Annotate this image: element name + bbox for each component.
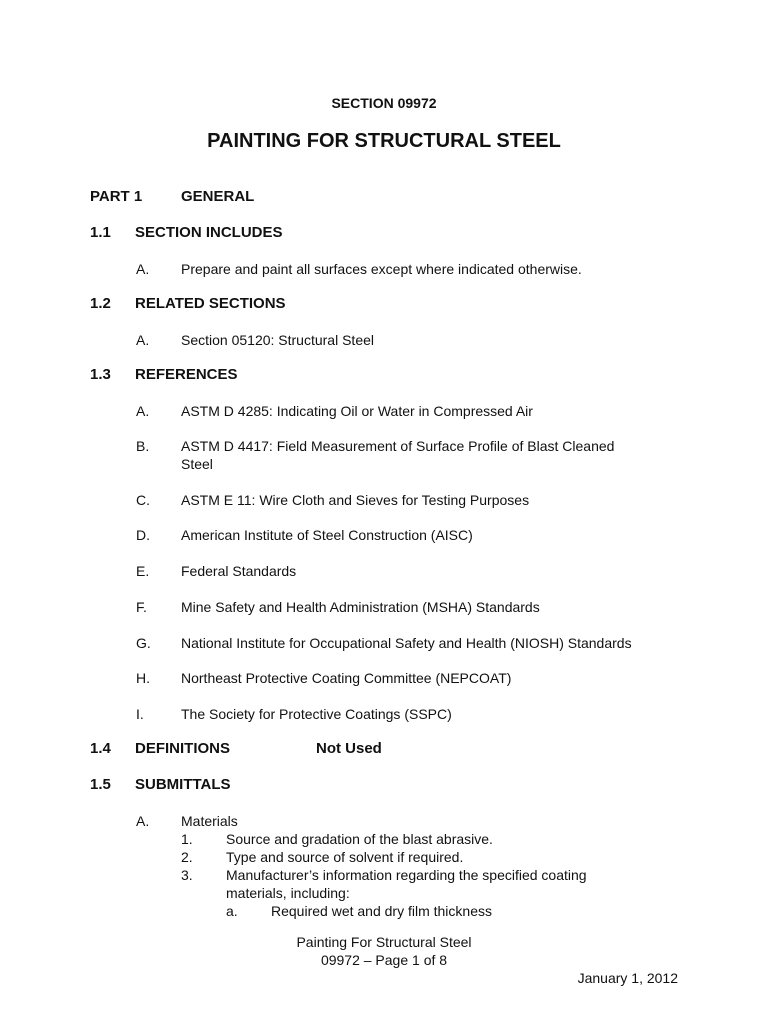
section-1-4-status: Not Used — [316, 740, 382, 757]
footer-page-number: 09972 – Page 1 of 8 — [320, 952, 448, 968]
section-1-5-title: SUBMITTALS — [135, 776, 231, 793]
subitem-text: Source and gradation of the blast abrasive. — [226, 831, 493, 847]
section-1-4-number: 1.4 — [90, 740, 111, 757]
reference-text: The Society for Protective Coatings (SSPC) — [181, 706, 452, 722]
reference-text-continued: Steel — [181, 456, 213, 472]
reference-label: E. — [136, 563, 150, 579]
section-number: SECTION 09972 — [331, 95, 437, 111]
submittal-text: Materials — [181, 813, 238, 829]
reference-text: American Institute of Steel Construction (AISC) — [181, 527, 473, 543]
footer-date: January 1, 2012 — [577, 970, 678, 986]
subitem-label: 3. — [181, 867, 193, 883]
section-1-1-title: SECTION INCLUDES — [135, 224, 283, 241]
item-label: A. — [136, 332, 150, 348]
reference-text: ASTM D 4285: Indicating Oil or Water in Compressed Air — [181, 403, 533, 419]
footer-title: Painting For Structural Steel — [296, 934, 472, 950]
reference-label: G. — [136, 635, 151, 651]
reference-label: I. — [136, 706, 144, 722]
reference-label: B. — [136, 438, 150, 454]
part-number: PART 1 — [90, 188, 143, 205]
section-1-1-number: 1.1 — [90, 224, 111, 241]
submittal-label: A. — [136, 813, 150, 829]
reference-label: A. — [136, 403, 150, 419]
part-title: GENERAL — [181, 188, 255, 205]
item-text: Section 05120: Structural Steel — [181, 332, 375, 348]
subitem-text: Type and source of solvent if required. — [226, 849, 464, 865]
reference-text: Northeast Protective Coating Committee (NEPCOAT) — [181, 670, 512, 686]
reference-label: D. — [136, 527, 150, 543]
section-1-5-number: 1.5 — [90, 776, 111, 793]
page-title: PAINTING FOR STRUCTURAL STEEL — [207, 130, 561, 152]
subitem-text: Manufacturer’s information regarding the specified coating — [226, 867, 587, 883]
subitem-text-continued: materials, including: — [226, 885, 350, 901]
reference-label: H. — [136, 670, 150, 686]
section-1-3-title: REFERENCES — [135, 366, 238, 383]
subsubitem-label: a. — [226, 903, 238, 919]
subitem-label: 2. — [181, 849, 193, 865]
section-1-2-number: 1.2 — [90, 295, 111, 312]
subsubitem-text: Required wet and dry film thickness — [271, 903, 492, 919]
reference-text: ASTM E 11: Wire Cloth and Sieves for Testing Purposes — [181, 492, 530, 508]
reference-label: C. — [136, 492, 150, 508]
reference-label: F. — [136, 599, 147, 615]
section-1-2-title: RELATED SECTIONS — [135, 295, 286, 312]
item-label: A. — [136, 261, 150, 277]
reference-text: ASTM D 4417: Field Measurement of Surface Profile of Blast Cleaned — [181, 438, 615, 454]
section-1-4-title: DEFINITIONS — [135, 740, 231, 757]
section-1-3-number: 1.3 — [90, 366, 111, 383]
reference-text: Mine Safety and Health Administration (MSHA) Standards — [181, 599, 540, 615]
item-text: Prepare and paint all surfaces except where indicated otherwise. — [181, 261, 582, 277]
reference-text: Federal Standards — [181, 563, 297, 579]
subitem-label: 1. — [181, 831, 193, 847]
reference-text: National Institute for Occupational Safety and Health (NIOSH) Standards — [181, 635, 632, 651]
